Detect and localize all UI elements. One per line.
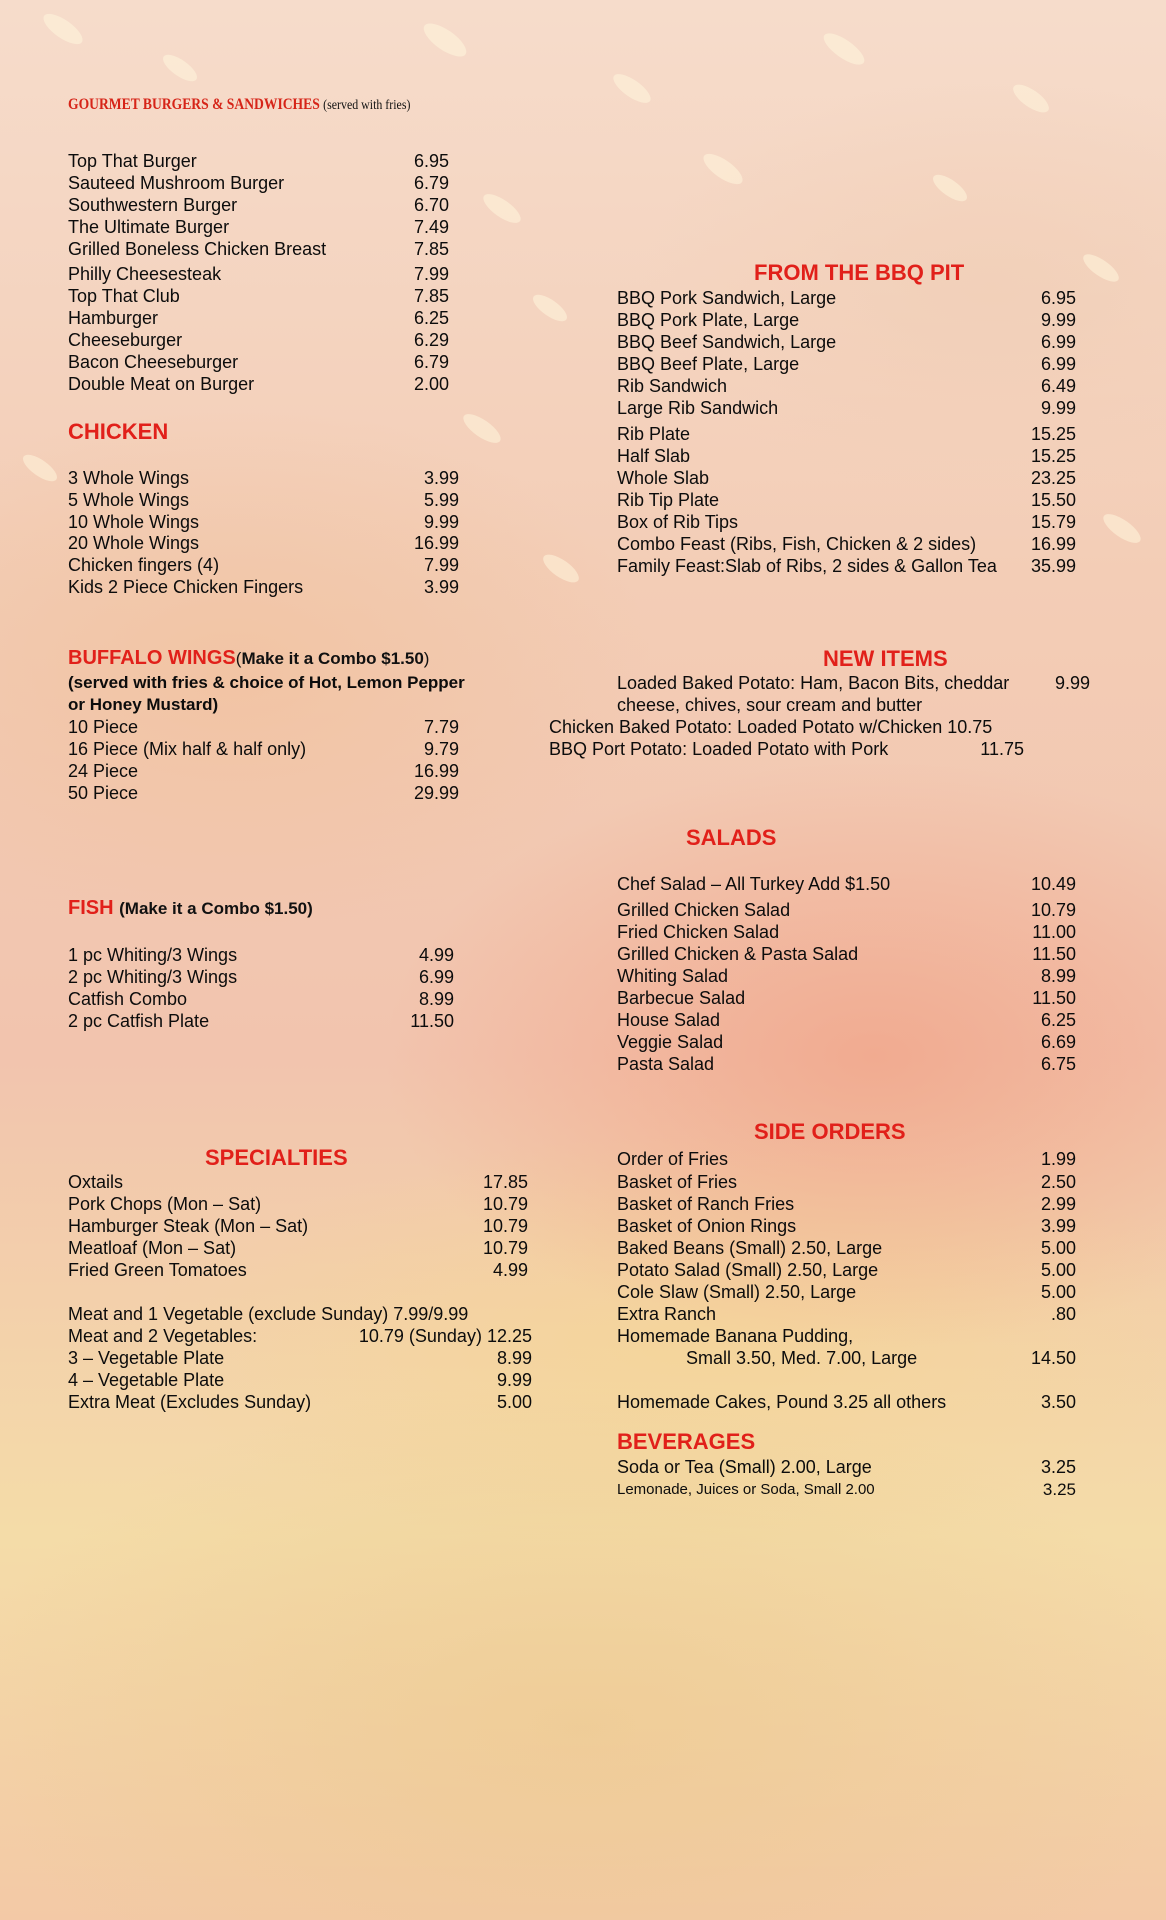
fish-item-price: 6.99: [418, 967, 454, 987]
bbq-item-price: 6.95: [1040, 288, 1076, 308]
buffalo-item-name: 10 Piece: [68, 717, 139, 737]
fish-item-name: 1 pc Whiting/3 Wings: [68, 945, 238, 965]
side-item-price: 2.99: [1040, 1194, 1076, 1214]
meat-2-veg: Meat and 2 Vegetables:: [68, 1326, 258, 1346]
bbq-item-price: 15.25: [1030, 446, 1076, 466]
salad-item-name: Veggie Salad: [617, 1032, 724, 1052]
side-item-price: 2.50: [1040, 1172, 1076, 1192]
chicken-item-price: 9.99: [423, 512, 459, 532]
burger-item-name: Double Meat on Burger: [68, 374, 255, 394]
fish-item-name: Catfish Combo: [68, 989, 188, 1009]
salad-item-name: Barbecue Salad: [617, 988, 746, 1008]
bbq-item-name: BBQ Beef Plate, Large: [617, 354, 800, 374]
salad-item-price: 11.00: [1032, 922, 1076, 942]
burgers-heading: GOURMET BURGERS & SANDWICHES (served with fries): [68, 96, 411, 113]
salads-heading: SALADS: [686, 825, 777, 850]
buffalo-wings-heading: BUFFALO WINGS(Make it a Combo $1.50): [68, 647, 430, 669]
chicken-item-name: Kids 2 Piece Chicken Fingers: [68, 577, 304, 597]
bbq-item-name: Rib Sandwich: [617, 376, 728, 396]
side-item-name: Baked Beans (Small) 2.50, Large: [617, 1238, 883, 1258]
specialty-extra-item-price: 8.99: [496, 1348, 532, 1368]
side-item-price: 1.99: [1040, 1149, 1076, 1169]
chicken-heading: CHICKEN: [68, 419, 169, 444]
bbq-item-price: 9.99: [1040, 398, 1076, 418]
homemade-cakes-price: 3.50: [1040, 1392, 1076, 1412]
new-item-1-price: 9.99: [1054, 673, 1090, 693]
burger-item-price: 6.25: [413, 308, 449, 328]
bbq-item-price: 15.25: [1030, 424, 1076, 444]
new-item-3: BBQ Port Potato: Loaded Potato with Pork: [549, 739, 889, 759]
specialty-extra-item-name: 3 – Vegetable Plate: [68, 1348, 225, 1368]
banana-pudding-price: 14.50: [1030, 1348, 1076, 1368]
side-orders-heading: SIDE ORDERS: [754, 1119, 906, 1144]
specialty-extra-item-name: Extra Meat (Excludes Sunday): [68, 1392, 312, 1412]
new-item-2: Chicken Baked Potato: Loaded Potato w/Chicken 10.75: [549, 717, 993, 737]
salad-item-price: 11.50: [1032, 988, 1076, 1008]
burger-item-price: 7.85: [413, 286, 449, 306]
beverage-1: Soda or Tea (Small) 2.00, Large: [617, 1457, 872, 1477]
bbq-item-name: Half Slab: [617, 446, 691, 466]
buffalo-item-price: 16.99: [413, 761, 459, 781]
burger-item-price: 6.95: [413, 151, 449, 171]
buffalo-note-2: or Honey Mustard): [68, 695, 219, 714]
salad-item-price: 8.99: [1040, 966, 1076, 986]
bbq-item-price: 9.99: [1040, 310, 1076, 330]
chicken-item-name: 20 Whole Wings: [68, 533, 200, 553]
fish-item-price: 8.99: [418, 989, 454, 1009]
specialty-item-name: Oxtails: [68, 1172, 124, 1192]
new-item-3-price: 11.75: [980, 739, 1024, 759]
side-item-name: Basket of Fries: [617, 1172, 738, 1192]
chicken-item-name: 3 Whole Wings: [68, 468, 190, 488]
chicken-item-price: 16.99: [413, 533, 459, 553]
bbq-item-price: 16.99: [1030, 534, 1076, 554]
salad-item-name: Whiting Salad: [617, 966, 729, 986]
bbq-item-name: BBQ Beef Sandwich, Large: [617, 332, 837, 352]
specialty-item-name: Hamburger Steak (Mon – Sat): [68, 1216, 309, 1236]
burger-item-price: 7.85: [413, 239, 449, 259]
buffalo-item-price: 9.79: [423, 739, 459, 759]
bbq-item-price: 15.79: [1030, 512, 1076, 532]
burger-item-price: 6.79: [413, 173, 449, 193]
chicken-item-price: 5.99: [423, 490, 459, 510]
side-item-name: Extra Ranch: [617, 1304, 717, 1324]
bbq-item-name: Rib Plate: [617, 424, 691, 444]
meat-2-veg-price: 10.79 (Sunday) 12.25: [358, 1326, 532, 1346]
side-item-name: Basket of Ranch Fries: [617, 1194, 795, 1214]
chicken-item-price: 7.99: [423, 555, 459, 575]
specialties-heading: SPECIALTIES: [205, 1145, 348, 1170]
burger-item-name: The Ultimate Burger: [68, 217, 230, 237]
burger-item-name: Sauteed Mushroom Burger: [68, 173, 285, 193]
chicken-item-name: Chicken fingers (4): [68, 555, 220, 575]
chicken-item-name: 10 Whole Wings: [68, 512, 200, 532]
fish-item-price: 11.50: [410, 1011, 454, 1031]
homemade-cakes: Homemade Cakes, Pound 3.25 all others: [617, 1392, 947, 1412]
salad-item-price: 11.50: [1032, 944, 1076, 964]
bbq-item-price: 35.99: [1030, 556, 1076, 576]
bbq-item-price: 15.50: [1030, 490, 1076, 510]
fish-heading: FISH (Make it a Combo $1.50): [68, 897, 313, 919]
buffalo-item-price: 7.79: [423, 717, 459, 737]
bbq-item-name: Whole Slab: [617, 468, 710, 488]
side-item-name: Basket of Onion Rings: [617, 1216, 797, 1236]
specialty-item-price: 4.99: [492, 1260, 528, 1280]
burger-item-name: Grilled Boneless Chicken Breast: [68, 239, 327, 259]
beverage-1-price: 3.25: [1040, 1457, 1076, 1477]
salad-item-name: Chef Salad – All Turkey Add $1.50: [617, 874, 891, 894]
burger-item-price: 6.29: [413, 330, 449, 350]
bbq-item-name: Family Feast:Slab of Ribs, 2 sides & Gallon Tea: [617, 556, 997, 576]
bbq-item-price: 6.99: [1040, 332, 1076, 352]
burger-item-price: 7.99: [413, 264, 449, 284]
banana-pudding: Homemade Banana Pudding,: [617, 1326, 854, 1346]
burger-item-name: Hamburger: [68, 308, 159, 328]
beverages-heading: BEVERAGES: [617, 1429, 756, 1454]
buffalo-item-name: 50 Piece: [68, 783, 139, 803]
side-item-price: 3.99: [1040, 1216, 1076, 1236]
side-item-name: Potato Salad (Small) 2.50, Large: [617, 1260, 879, 1280]
specialty-item-name: Meatloaf (Mon – Sat): [68, 1238, 237, 1258]
burger-item-name: Southwestern Burger: [68, 195, 238, 215]
burger-item-name: Top That Burger: [68, 151, 197, 171]
bbq-item-name: Large Rib Sandwich: [617, 398, 779, 418]
chicken-item-name: 5 Whole Wings: [68, 490, 190, 510]
specialty-item-name: Fried Green Tomatoes: [68, 1260, 247, 1280]
meat-1-veg: Meat and 1 Vegetable (exclude Sunday) 7.99/9.99: [68, 1304, 469, 1324]
salad-item-name: Fried Chicken Salad: [617, 922, 780, 942]
chicken-item-price: 3.99: [423, 577, 459, 597]
specialty-item-price: 10.79: [482, 1216, 528, 1236]
bbq-heading: FROM THE BBQ PIT: [754, 260, 965, 285]
chicken-item-price: 3.99: [423, 468, 459, 488]
burger-item-name: Cheeseburger: [68, 330, 183, 350]
salad-item-name: Grilled Chicken & Pasta Salad: [617, 944, 859, 964]
buffalo-item-name: 24 Piece: [68, 761, 139, 781]
specialty-extra-item-price: 5.00: [496, 1392, 532, 1412]
fish-item-price: 4.99: [418, 945, 454, 965]
bbq-item-price: 6.49: [1040, 376, 1076, 396]
salad-item-price: 6.25: [1040, 1010, 1076, 1030]
salad-item-price: 6.69: [1040, 1032, 1076, 1052]
buffalo-note-1: (served with fries & choice of Hot, Lemon Pepper: [68, 673, 465, 692]
bbq-item-name: BBQ Pork Sandwich, Large: [617, 288, 837, 308]
specialty-extra-item-name: 4 – Vegetable Plate: [68, 1370, 225, 1390]
bbq-item-price: 23.25: [1030, 468, 1076, 488]
burger-item-name: Bacon Cheeseburger: [68, 352, 239, 372]
burger-item-price: 7.49: [413, 217, 449, 237]
specialty-item-price: 10.79: [482, 1238, 528, 1258]
specialty-extra-item-price: 9.99: [496, 1370, 532, 1390]
salad-item-price: 6.75: [1040, 1054, 1076, 1074]
salad-item-name: Pasta Salad: [617, 1054, 715, 1074]
bbq-item-name: BBQ Pork Plate, Large: [617, 310, 800, 330]
buffalo-item-price: 29.99: [413, 783, 459, 803]
salad-item-name: Grilled Chicken Salad: [617, 900, 791, 920]
salad-item-price: 10.79: [1030, 900, 1076, 920]
burger-item-name: Philly Cheesesteak: [68, 264, 222, 284]
side-item-name: Cole Slaw (Small) 2.50, Large: [617, 1282, 857, 1302]
burger-item-price: 6.70: [413, 195, 449, 215]
burger-item-price: 6.79: [413, 352, 449, 372]
side-item-price: 5.00: [1040, 1260, 1076, 1280]
new-items-heading: NEW ITEMS: [823, 646, 948, 671]
beverage-2-price: 3.25: [1042, 1480, 1076, 1499]
new-item-1: Loaded Baked Potato: Ham, Bacon Bits, cheddar: [617, 673, 1010, 693]
specialty-item-price: 10.79: [482, 1194, 528, 1214]
burger-item-name: Top That Club: [68, 286, 180, 306]
banana-pudding-sizes: Small 3.50, Med. 7.00, Large: [686, 1348, 918, 1368]
side-item-name: Order of Fries: [617, 1149, 729, 1169]
bbq-item-name: Rib Tip Plate: [617, 490, 720, 510]
bbq-item-name: Box of Rib Tips: [617, 512, 739, 532]
burger-item-price: 2.00: [413, 374, 449, 394]
fish-item-name: 2 pc Catfish Plate: [68, 1011, 210, 1031]
bbq-item-price: 6.99: [1040, 354, 1076, 374]
fish-item-name: 2 pc Whiting/3 Wings: [68, 967, 238, 987]
specialty-item-price: 17.85: [482, 1172, 528, 1192]
bbq-item-name: Combo Feast (Ribs, Fish, Chicken & 2 sides): [617, 534, 977, 554]
new-item-1-desc: cheese, chives, sour cream and butter: [617, 695, 923, 715]
side-item-price: 5.00: [1040, 1238, 1076, 1258]
salad-item-price: 10.49: [1030, 874, 1076, 894]
salad-item-name: House Salad: [617, 1010, 721, 1030]
buffalo-item-name: 16 Piece (Mix half & half only): [68, 739, 307, 759]
side-item-price: 5.00: [1040, 1282, 1076, 1302]
side-item-price: .80: [1050, 1304, 1076, 1324]
specialty-item-name: Pork Chops (Mon – Sat): [68, 1194, 262, 1214]
beverage-2: Lemonade, Juices or Soda, Small 2.00: [617, 1481, 875, 1498]
